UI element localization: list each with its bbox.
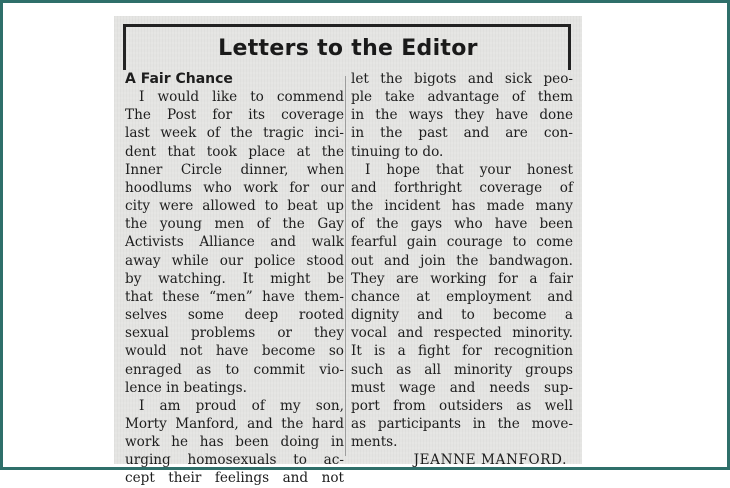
letter-heading: A Fair Chance: [125, 71, 233, 87]
text-line: chance at employment and: [351, 288, 573, 305]
text-line: sexual problems or they: [125, 325, 344, 342]
text-line: dent that took place at the: [125, 143, 344, 160]
text-line: dignity and to become a: [351, 307, 573, 324]
text-line: cept their feelings and not: [125, 470, 344, 487]
text-line: Inner Circle dinner, when: [125, 161, 344, 178]
text-line: lence in beatings.: [125, 379, 247, 396]
text-line: enraged as to commit vio-: [125, 361, 344, 378]
text-line: vocal and respected minority.: [351, 325, 573, 342]
text-line: city were allowed to beat up: [125, 198, 344, 215]
text-line: Activists Alliance and walk: [125, 234, 344, 251]
text-line: I would like to commend: [139, 89, 344, 106]
text-line: hoodlums who work for our: [125, 179, 344, 196]
text-line: must wage and needs sup-: [351, 379, 573, 396]
text-line: out and join the bandwagon.: [351, 252, 573, 269]
signature: JEANNE MANFORD.: [413, 452, 567, 469]
text-line: the young men of the Gay: [125, 216, 344, 233]
text-line: of the gays who have been: [351, 216, 573, 233]
newspaper-clipping: [114, 16, 582, 487]
text-line: in the ways they have done: [351, 107, 573, 124]
text-line: Morty Manford, and the hard: [125, 415, 344, 432]
text-line: ments.: [351, 434, 398, 451]
text-line: the incident has made many: [351, 198, 573, 215]
text-line: They are working for a fair: [351, 270, 573, 287]
text-line: port from outsiders as well: [351, 397, 573, 414]
text-line: last week of the tragic inci-: [125, 125, 344, 142]
text-line: and forthright coverage of: [351, 179, 573, 196]
text-line: would not have become so: [125, 343, 344, 360]
text-line: I hope that your honest: [365, 161, 573, 178]
text-line: I am proud of my son,: [139, 397, 344, 414]
text-line: It is a fight for recognition: [351, 343, 573, 360]
text-line: tinuing to do.: [351, 143, 444, 160]
page-title: Letters to the Editor: [218, 36, 478, 61]
text-line: by watching. It might be: [125, 270, 344, 287]
text-line: urging homosexuals to ac-: [125, 452, 344, 469]
text-line: as participants in the move-: [351, 415, 573, 432]
text-line: work he has been doing in: [125, 434, 344, 451]
text-line: The Post for its coverage: [125, 107, 344, 124]
text-line: such as all minority groups: [351, 361, 573, 378]
text-line: let the bigots and sick peo-: [351, 71, 573, 87]
text-line: fearful gain courage to come: [351, 234, 573, 251]
text-line: that these “men” have them-: [125, 288, 344, 305]
text-line: selves some deep rooted: [125, 307, 344, 324]
left-column: [125, 70, 344, 488]
text-line: ple take advantage of them: [351, 89, 573, 106]
right-column: [351, 70, 573, 469]
text-line: away while our police stood: [125, 252, 344, 269]
text-line: in the past and are con-: [351, 125, 573, 142]
column-divider: [345, 76, 346, 456]
